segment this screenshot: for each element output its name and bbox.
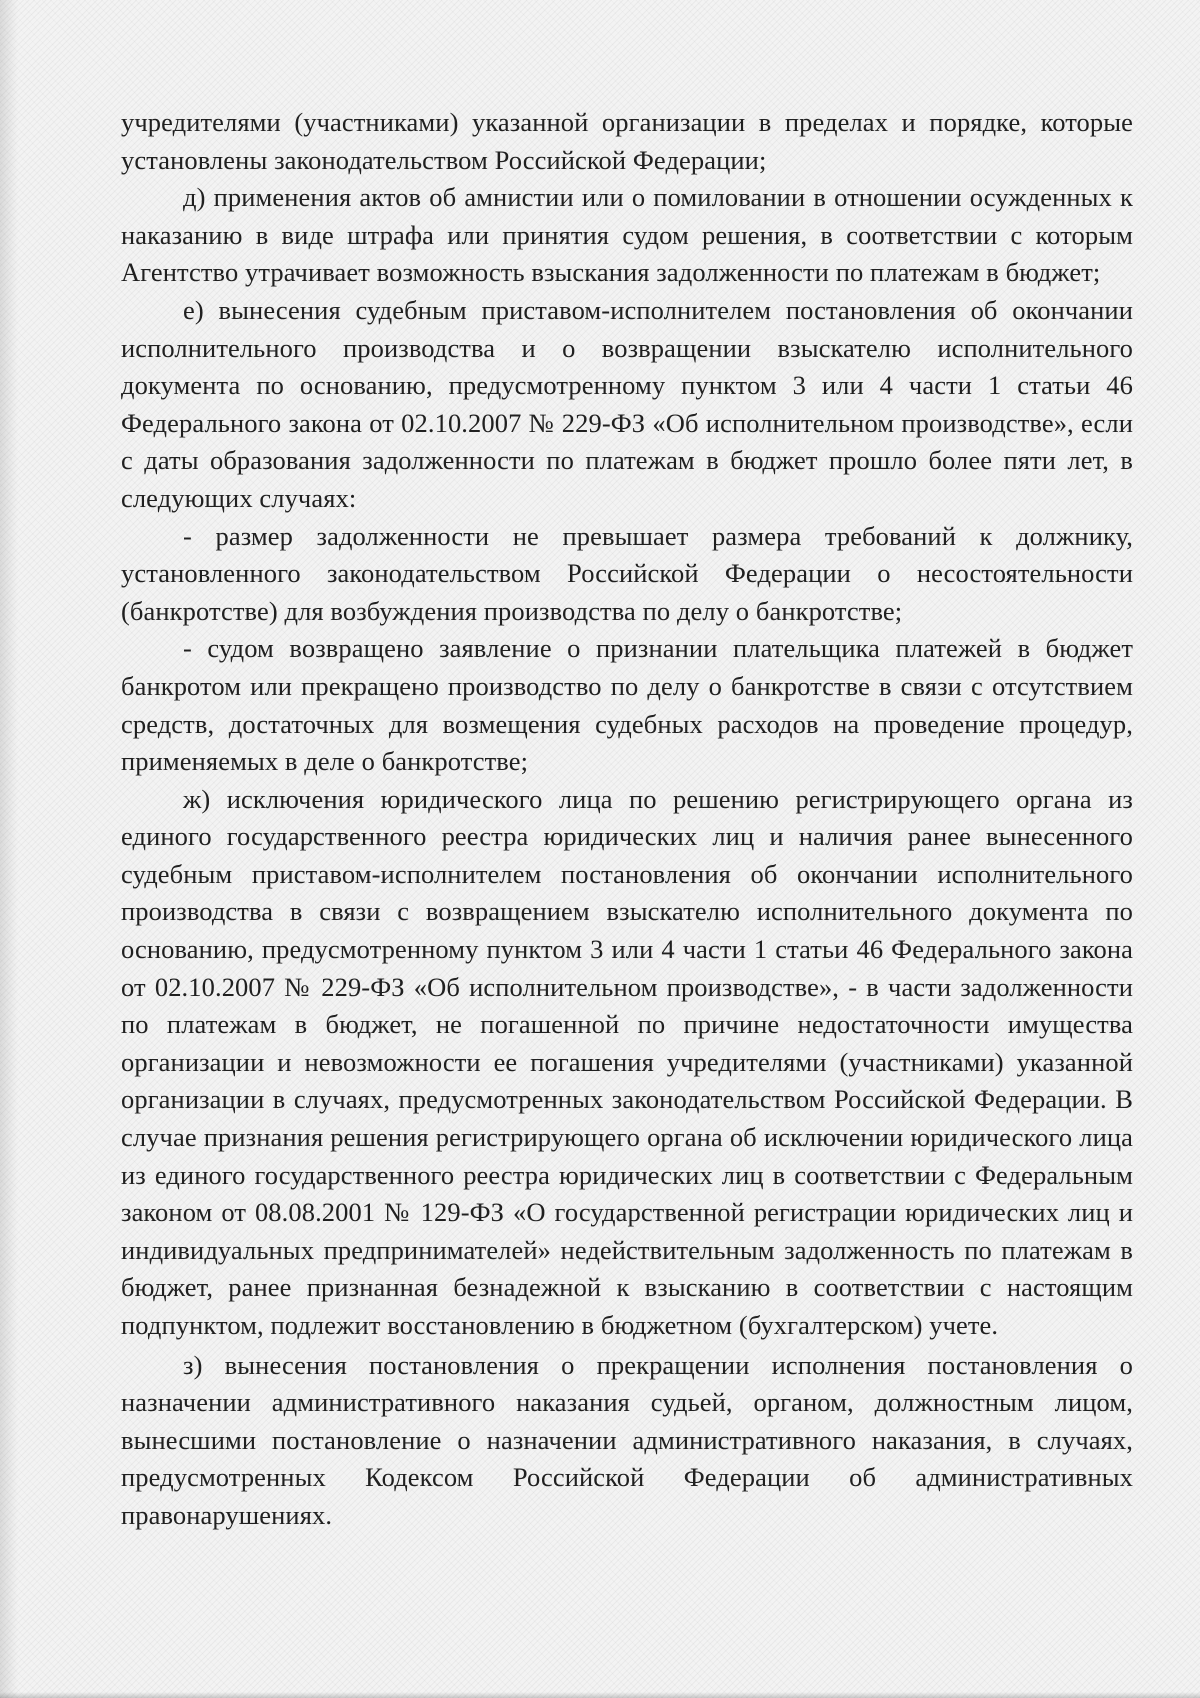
paragraph-bullet-2: - судом возвращено заявление о признании плательщика платежей в бюджет банкротом или прекращено производство по делу о банкротстве в связи с отсутствием средств, достаточных для возмещения судебных расходов на проведение процедур, применяемых в деле о банкротстве; [121,633,1133,777]
paragraph-item-z: з) вынесения постановления о прекращении исполнения постановления о назначении административного наказания судьей, органом, должностным лицом, вынесшими постановление о назначении административного наказания, в случаях, предусмотренных Кодексом Российской Федерации об административных правонарушениях. [121,1349,1133,1530]
paragraph-continuation: учредителями (участниками) указанной организации в пределах и порядке, которые установлены законодательством Российской Федерации; [121,107,1133,175]
paragraph-bullet-1: - размер задолженности не превышает размера требований к должнику, установленного законодательством Российской Федерации о несостоятельности (банкротстве) для возбуждения производства по делу о банкротстве; [121,520,1133,626]
paragraph-item-zh: ж) исключения юридического лица по решению регистрирующего органа из единого государственного реестра юридических лиц и наличия ранее вынесенного судебным приставом-исполнителем постановления об окончании исполнительного производства в связи с возвращением взыскателю исполнительного документа по основанию, предусмотренному пунктом 3 или 4 части 1 статьи 46 Федерального закона от 02.10.2007 № 229-ФЗ «Об исполнительном производстве», - в части задолженности по платежам в бюджет, не погашенной по причине недостаточности имущества организации и невозможности ее погашения учредителями (участниками) указанной организации в случаях, предусмотренных законодательством Российской Федерации. В случае признания решения регистрирующего органа об исключении юридического лица из единого государственного реестра юридических лиц в соответствии с Федеральным законом от 08.08.2001 № 129-ФЗ «О государственной регистрации юридических лиц и индивидуальных предпринимателей» недействительным задолженность по платежам в бюджет, ранее признанная безнадежной к взысканию в соответствии с настоящим подпунктом, подлежит восстановлению в бюджетном (бухгалтерском) учете. [121,783,1133,1340]
document-body [121,104,1133,1535]
paragraph-item-d: д) применения актов об амнистии или о помиловании в отношении осужденных к наказанию в виде штрафа или принятия судом решения, в соответствии с которым Агентство утрачивает возможность взыскания задолженности по платежам в бюджет; [121,182,1133,288]
paragraph-item-e: е) вынесения судебным приставом-исполнителем постановления об окончании исполнительного производства и о возвращении взыскателю исполнительного документа по основанию, предусмотренному пунктом 3 или 4 части 1 статьи 46 Федерального закона от 02.10.2007 № 229-ФЗ «Об исполнительном производстве», если с даты образования задолженности по платежам в бюджет прошло более пяти лет, в следующих случаях: [121,294,1133,513]
